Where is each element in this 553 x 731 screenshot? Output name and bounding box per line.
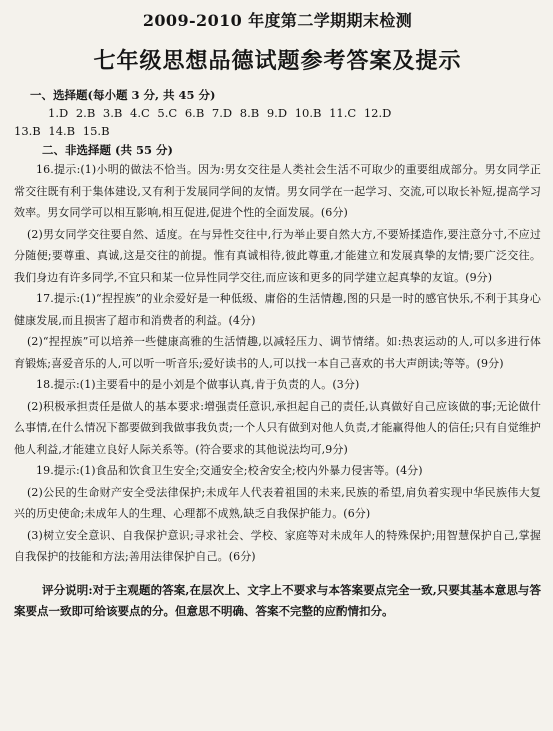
question-17-part-1: 17.提示:(1)“捏捏族”的业余爱好是一种低级、庸俗的生活情趣,图的只是一时的感官快乐,不利于其身心健康发展,而且损害了超市和消费者的利益。(4分) <box>14 292 541 327</box>
multiple-choice-section <box>14 86 541 104</box>
multiple-choice-answers-row-2: 13.B 14.B 15.B <box>14 124 110 138</box>
question-19-part-2: (2)公民的生命财产安全受法律保护;未成年人代表着祖国的未来,民族的希望,肩负着实现中华民族伟大复兴的历史使命;未成年人的生理、心理都不成熟,缺乏自我保护能力。(6分) <box>14 485 541 520</box>
question-16-part-2: (2)男女同学交往要自然、适度。在与异性交往中,行为举止要自然大方,不要矫揉造作,要注意分寸,不应过分随便;要尊重、真诚,这是交往的前提。惟有真诚相待,彼此尊重,才能建立和发展真挚的友情;要广泛交往。我们身边有许多同学,不宜只和某一位异性同学交往,而应该和更多的同学建立起真挚的友谊。(9分) <box>14 227 541 284</box>
question-18-part-2: (2)积极承担责任是做人的基本要求:增强责任意识,承担起自己的责任,认真做好自己应该做的事;无论做什么事情,在什么情况下都要做到我做事我负责;一个人只有做到对他人负责,才能赢得他人的信任;只有自觉维护他人利益,才能建立良好人际关系等。(符合要求的其他说法均可,9分) <box>14 399 541 456</box>
document-title: 七年级思想品德试题参考答案及提示 <box>93 48 462 74</box>
scoring-note: 评分说明:对于主观题的答案,在层次上、文字上不要求与本答案要点完全一致,只要其基本意思与答案要点一致即可给该要点的分。但意思不明确、答案不完整的应酌情扣分。 <box>14 582 541 618</box>
open-question-heading: 二、非选择题 (共 55 分) <box>42 143 173 157</box>
open-question-section <box>14 141 541 159</box>
exam-period-heading: 2009-2010 年度第二学期期末检测 <box>142 11 413 30</box>
question-19-part-1: 19.提示:(1)食品和饮食卫生安全;交通安全;校舍安全;校内外暴力侵害等。(4分) <box>36 464 423 477</box>
question-16-part-1: 16.提示:(1)小明的做法不恰当。因为:男女交往是人类社会生活不可取少的重要组成部分。男女同学正常交往既有利于集体建设,又有利于发展同学间的友情。男女同学在一起学习、交流,可以取长补短,提高学习效率。男女同学可以相互影响,相互促进,促进个性的全面发展。(6分) <box>14 163 541 219</box>
multiple-choice-answers-row-1: 1.D 2.B 3.B 4.C 5.C 6.B 7.D 8.B 9.D 10.B 11.C 12.D <box>48 106 392 120</box>
question-19-part-3: (3)树立安全意识、自我保护意识;寻求社会、学校、家庭等对未成年人的特殊保护;用智慧保护自己,掌握自我保护的技能和方法;善用法律保护自己。(6分) <box>14 528 541 563</box>
question-17-part-2: (2)“捏捏族”可以培养一些健康高雅的生活情趣,以减轻压力、调节情绪。如:热衷运动的人,可以多进行体育锻炼;喜爱音乐的人,可以听一听音乐;爱好读书的人,可以找一本自己喜欢的书大声朗读;等等。(9分) <box>14 335 541 370</box>
question-18-part-1: 18.提示:(1)主要看中的是小刘是个做事认真,肯于负责的人。(3分) <box>36 378 360 391</box>
multiple-choice-heading: 一、选择题(每小题 3 分, 共 45 分) <box>30 88 216 102</box>
